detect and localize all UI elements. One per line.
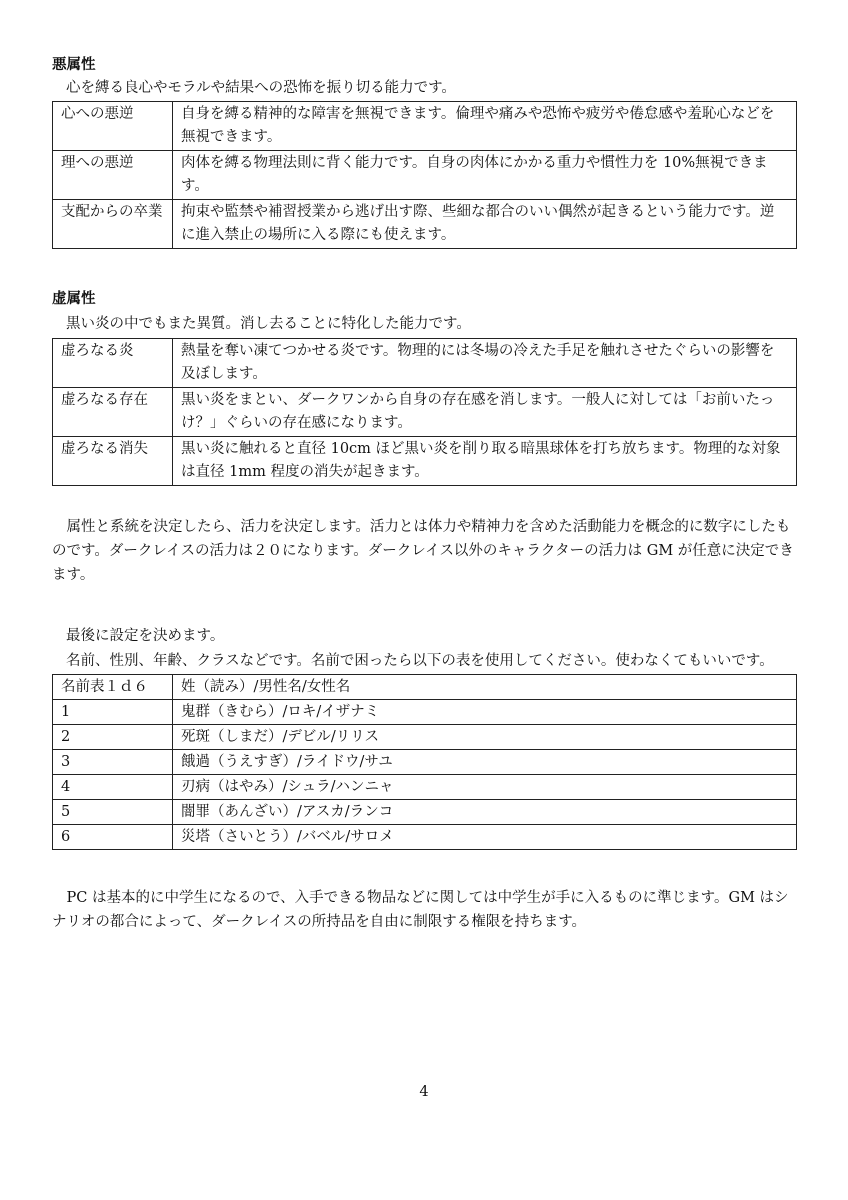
ability-table: [52, 338, 797, 486]
ability-description: 拘束や監禁や補習授業から逃げ出す際、些細な都合のいい偶然が起きるという能力です。逆に進入禁止の場所に入る際にも使えます。: [173, 200, 797, 249]
settings-line: 最後に設定を決めます。: [66, 628, 225, 644]
table-row: [53, 437, 797, 486]
table-row: [53, 388, 797, 437]
name-entry: 闇罪（あんざい）/アスカ/ランコ: [173, 800, 797, 825]
roll-number: 5: [53, 800, 173, 825]
ability-name: 支配からの卒業: [53, 200, 173, 249]
ability-name: 理への悪逆: [53, 151, 173, 200]
roll-number: 3: [53, 750, 173, 775]
ability-description: 黒い炎に触れると直径 10cm ほど黒い炎を削り取る暗黒球体を打ち放ちます。物理的な対象は直径 1mm 程度の消失が起きます。: [173, 437, 797, 486]
table-row: [53, 800, 797, 825]
names-table: [52, 674, 797, 850]
settings-line: 名前、性別、年齢、クラスなどです。名前で困ったら以下の表を使用してください。使わなくてもいいです。: [66, 653, 774, 669]
table-row: [53, 200, 797, 249]
table-header-cell: 名前表１ｄ６: [53, 675, 173, 700]
pc-paragraph: PC は基本的に中学生になるので、入手できる物品などに関しては中学生が手に入るものに準じます。GM はシナリオの都合によって、ダークレイスの所持品を自由に制限する権限を持ちます。: [52, 890, 789, 930]
table-row: [53, 339, 797, 388]
ability-name: 心への悪逆: [53, 102, 173, 151]
roll-number: 4: [53, 775, 173, 800]
ability-name: 虚ろなる消失: [53, 437, 173, 486]
table-row: [53, 700, 797, 725]
roll-number: 1: [53, 700, 173, 725]
ability-table: [52, 101, 797, 249]
name-entry: 餓過（うえすぎ）/ライドウ/サユ: [173, 750, 797, 775]
name-entry: 刃病（はやみ）/シュラ/ハンニャ: [173, 775, 797, 800]
table-row: [53, 151, 797, 200]
ability-description: 肉体を縛る物理法則に背く能力です。自身の肉体にかかる重力や慣性力を 10%無視できます。: [173, 151, 797, 200]
table-header-cell: 姓（読み）/男性名/女性名: [173, 675, 797, 700]
table-row: [53, 102, 797, 151]
name-entry: 鬼群（きむら）/ロキ/イザナミ: [173, 700, 797, 725]
name-entry: 災塔（さいとう）/バベル/サロメ: [173, 825, 797, 850]
roll-number: 2: [53, 725, 173, 750]
ability-name: 虚ろなる存在: [53, 388, 173, 437]
table-header-row: [53, 675, 797, 700]
vitality-paragraph: 属性と系統を決定したら、活力を決定します。活力とは体力や精神力を含めた活動能力を概念的に数字にしたものです。ダークレイスの活力は２０になります。ダークレイス以外のキャラクターの活力は GM が任意に決定できます。: [52, 519, 794, 583]
table-row: [53, 825, 797, 850]
table-row: [53, 750, 797, 775]
ability-name: 虚ろなる炎: [53, 339, 173, 388]
section-title: 悪属性: [52, 57, 96, 73]
table-row: [53, 725, 797, 750]
roll-number: 6: [53, 825, 173, 850]
section-title: 虚属性: [52, 291, 96, 307]
ability-description: 黒い炎をまとい、ダークワンから自身の存在感を消します。一般人に対しては「お前いたっけ？」ぐらいの存在感になります。: [173, 388, 797, 437]
table-row: [53, 775, 797, 800]
ability-description: 自身を縛る精神的な障害を無視できます。倫理や痛みや恐怖や疲労や倦怠感や羞恥心などを無視できます。: [173, 102, 797, 151]
name-entry: 死斑（しまだ）/デビル/リリス: [173, 725, 797, 750]
ability-description: 熱量を奪い凍てつかせる炎です。物理的には冬場の冷えた手足を触れさせたぐらいの影響を及ぼします。: [173, 339, 797, 388]
section-intro: 心を縛る良心やモラルや結果への恐怖を振り切る能力です。: [66, 80, 456, 96]
section-intro: 黒い炎の中でもまた異質。消し去ることに特化した能力です。: [66, 316, 471, 332]
page-number: 4: [419, 1084, 429, 1100]
